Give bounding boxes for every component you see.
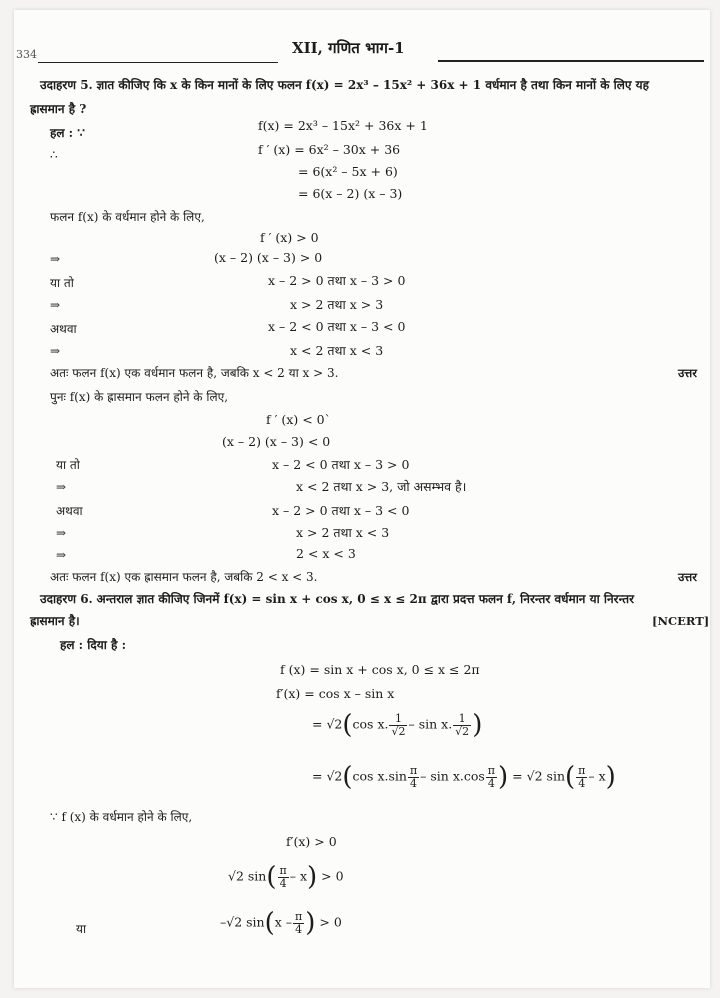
e6-eq2: f′(x) = cos x – sin x [276, 686, 395, 701]
e5-or: अथवा [50, 322, 77, 336]
answer-mark: उत्तर [678, 570, 697, 584]
implies-symbol: ⇒ [56, 548, 67, 562]
e5-inc4: x > 2 तथा x > 3 [290, 297, 384, 312]
textbook-page [14, 10, 710, 988]
e5-eq1: f(x) = 2x³ – 15x² + 36x + 1 [258, 118, 428, 133]
answer-mark: उत्तर [678, 366, 697, 380]
e5-dec5: x – 2 > 0 तथा x – 3 < 0 [272, 503, 410, 518]
e6-eq4: = √2(cos x.sin $\frac{\pi}{4}$ – sin x.cos $\frac{\pi}{4}$ ) = √2 sin( $\frac{\pi}{4}$ – x) [312, 762, 616, 792]
fraction-one-over-root2: $\frac{1}{√2}$ [391, 711, 406, 738]
e5-decreasing-text: पुनः f(x) के ह्रासमान फलन होने के लिए, [50, 390, 229, 404]
e5-dec7: 2 < x < 3 [296, 546, 356, 561]
implies-symbol: ⇒ [56, 526, 67, 540]
example6-question-line1: उदाहरण 6. अन्तराल ज्ञात कीजिए जिनमें f(x) = sin x + cos x, 0 ≤ x ≤ 2π द्वारा प्रदत्त फलन f, निरन्तर वर्धमान या निरन्तर [40, 592, 635, 606]
page-number: 334 [16, 48, 37, 61]
e5-inc2: (x – 2) (x – 3) > 0 [214, 250, 323, 265]
implies-symbol: ⇒ [50, 252, 61, 266]
implies-symbol: ⇒ [50, 344, 61, 358]
e5-increasing-conclusion: अतः फलन f(x) एक वर्धमान फलन है, जबकि x < 2 या x > 3. [50, 366, 339, 380]
example6-solution-label: हल : दिया है : [60, 638, 126, 652]
e5-dec-either: या तो [56, 458, 80, 472]
e5-inc3: x – 2 > 0 तथा x – 3 > 0 [268, 273, 406, 288]
e5-dec3: x – 2 < 0 तथा x – 3 > 0 [272, 457, 410, 472]
page-title: XII, गणित भाग-1 [292, 39, 405, 57]
example5-label: उदाहरण 5. [40, 78, 93, 92]
header-rule-left [38, 62, 278, 63]
fraction-pi-over-4: $\frac{\pi}{4}$ [487, 763, 496, 790]
e6-ineq3: –√2 sin(x – $\frac{\pi}{4}$ ) > 0 [220, 908, 342, 938]
e5-eq2: f ′ (x) = 6x² – 30x + 36 [258, 142, 401, 157]
fraction-one-over-root2: $\frac{1}{√2}$ [455, 711, 470, 738]
e6-increasing-text: ∵ f (x) के वर्धमान होने के लिए, [50, 810, 193, 824]
header-rule-right [438, 60, 704, 62]
e5-dec-or: अथवा [56, 504, 83, 518]
example5-question-line2: ह्रासमान है ? [30, 102, 87, 116]
e5-increasing-text: फलन f(x) के वर्धमान होने के लिए, [50, 210, 205, 224]
e6-ineq1: f′(x) > 0 [286, 834, 337, 849]
example6-question-line2: ह्रासमान है। [30, 614, 80, 628]
example6-label: उदाहरण 6. [40, 592, 93, 606]
implies-symbol: ⇒ [56, 480, 67, 494]
e5-dec2: (x – 2) (x – 3) < 0 [222, 434, 331, 449]
e5-inc1: f ′ (x) > 0 [260, 230, 319, 245]
e6-ya: या [76, 922, 87, 936]
e6-eq3: = √2(cos x. $\frac{1}{√2}$ – sin x. $\frac{1}{√2}$ ) [312, 710, 483, 740]
implies-symbol: ⇒ [50, 298, 61, 312]
e5-either: या तो [50, 276, 74, 290]
fraction-pi-over-4: $\frac{\pi}{4}$ [279, 863, 287, 890]
e5-decreasing-conclusion: अतः फलन f(x) एक ह्रासमान फलन है, जबकि 2 < x < 3. [50, 570, 318, 584]
e5-inc5: x – 2 < 0 तथा x – 3 < 0 [268, 319, 406, 334]
fraction-pi-over-4: $\frac{\pi}{4}$ [578, 763, 586, 790]
fraction-pi-over-4: $\frac{\pi}{4}$ [295, 909, 303, 936]
therefore-symbol: ∴ [50, 148, 58, 162]
e5-dec6: x > 2 तथा x < 3 [296, 525, 390, 540]
e5-inc6: x < 2 तथा x < 3 [290, 343, 384, 358]
e6-eq1: f (x) = sin x + cos x, 0 ≤ x ≤ 2π [280, 662, 480, 677]
e5-dec1: f ′ (x) < 0` [266, 412, 331, 427]
fraction-pi-over-4: $\frac{\pi}{4}$ [409, 763, 418, 790]
e6-ineq2: √2 sin( $\frac{\pi}{4}$ – x) > 0 [228, 862, 344, 892]
e5-dec4: x < 2 तथा x > 3, जो असम्भव है। [296, 479, 467, 494]
e5-eq4: = 6(x – 2) (x – 3) [298, 186, 403, 201]
e5-eq3: = 6(x² – 5x + 6) [298, 164, 398, 179]
ncert-tag: [NCERT] [652, 614, 710, 628]
example5-solution-label: हल : ∵ [50, 126, 85, 140]
example5-question-line1: उदाहरण 5. ज्ञात कीजिए कि x के किन मानों के लिए फलन f(x) = 2x³ – 15x² + 36x + 1 वर्धमान है तथा किन मानों के लिए यह [40, 78, 650, 92]
